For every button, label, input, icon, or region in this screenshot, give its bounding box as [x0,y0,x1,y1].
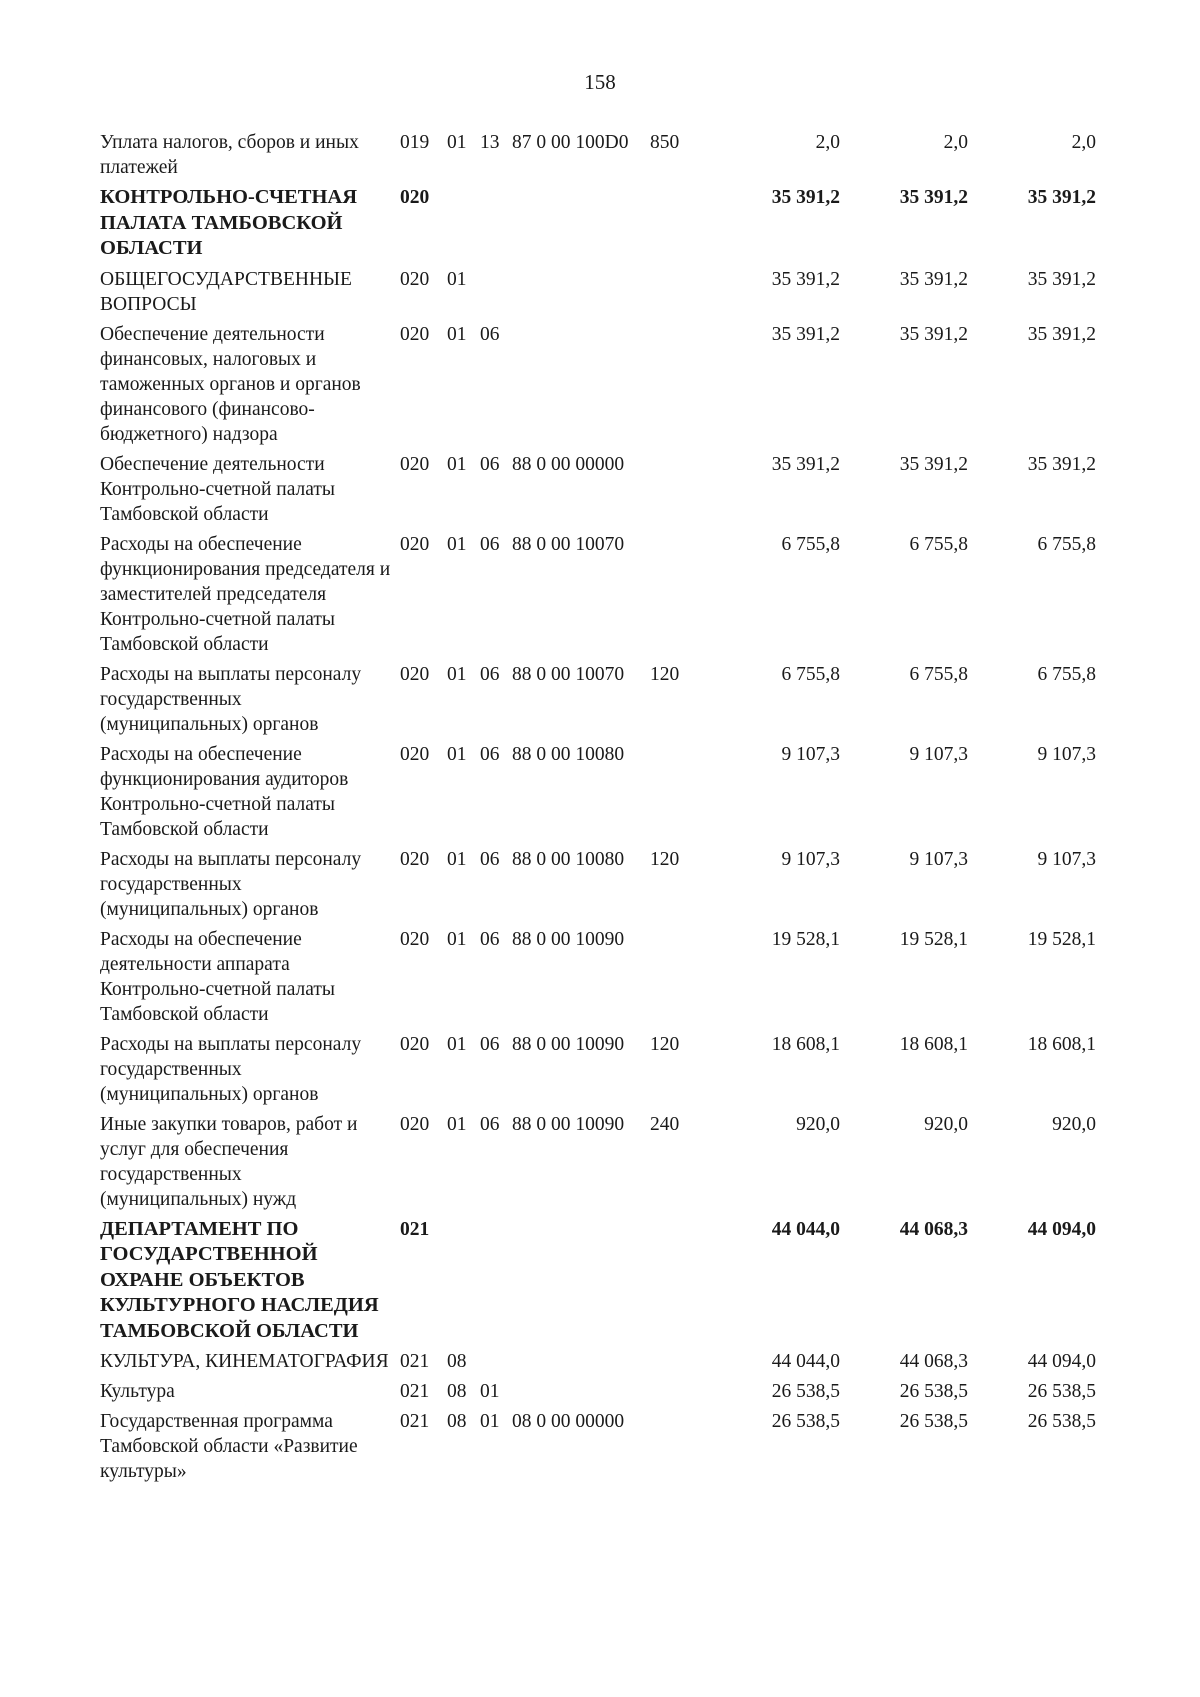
amount-year-3: 44 094,0 [1027,1218,1096,1240]
grbs-code: 020 [400,323,430,345]
amount-year-3: 18 608,1 [1027,1033,1096,1055]
budget-table [100,130,1180,1489]
amount-year-1: 6 755,8 [781,533,840,555]
amount-year-3: 2,0 [1071,132,1096,153]
row-name: Иные закупки товаров, работ и услуг для обеспечения государственных (муниципальных) нужд [100,1113,358,1210]
amount-year-3: 9 107,3 [1037,743,1096,765]
target-article-code: 88 0 00 10070 [512,663,625,685]
amount-year-3: 44 094,0 [1027,1351,1096,1372]
target-article-code: 88 0 00 10090 [512,928,625,950]
grbs-code: 020 [400,533,430,555]
amount-year-1: 2,0 [815,132,840,153]
expense-type-code: 120 [650,663,680,685]
subsection-code: 01 [480,1381,500,1402]
grbs-code: 021 [400,1351,430,1372]
subsection-code: 06 [480,928,500,950]
row-name: ОБЩЕГОСУДАРСТВЕННЫЕ ВОПРОСЫ [100,268,352,315]
grbs-code: 020 [400,663,430,685]
grbs-code: 020 [400,1033,430,1055]
row-name: Расходы на выплаты персоналу государственных (муниципальных) органов [100,848,362,920]
section-code: 01 [447,323,467,345]
subsection-code: 06 [480,533,500,555]
amount-year-3: 35 391,2 [1027,323,1096,345]
amount-year-2: 18 608,1 [899,1033,968,1055]
section-code: 01 [447,928,467,950]
row-name: Расходы на обеспечение функционирования аудиторов Контрольно-счетной палаты Тамбовской области [100,743,349,840]
table-row [100,1032,1180,1107]
grbs-code: 021 [400,1381,430,1402]
amount-year-3: 9 107,3 [1037,848,1096,870]
table-row [100,452,1180,527]
grbs-code: 020 [400,187,430,208]
amount-year-2: 9 107,3 [909,848,968,870]
row-name: ДЕПАРТАМЕНТ ПО ГОСУДАРСТВЕННОЙ ОХРАНЕ ОБЪЕКТОВ КУЛЬТУРНОГО НАСЛЕДИЯ ТАМБОВСКОЙ ОБЛАСТИ [100,1217,379,1342]
subsection-code: 06 [480,1033,500,1055]
table-row [100,1349,1180,1374]
amount-year-1: 35 391,2 [771,323,840,345]
target-article-code: 88 0 00 00000 [512,453,625,475]
target-article-code: 88 0 00 10070 [512,533,625,555]
target-article-code: 88 0 00 10090 [512,1113,625,1135]
grbs-code: 020 [400,928,430,950]
amount-year-1: 6 755,8 [781,663,840,685]
table-row-header [100,1217,1180,1345]
row-name: Расходы на обеспечение функционирования председателя и заместителей председателя Контрольно-счетной палаты Тамбовской области [100,533,391,655]
target-article-code: 08 0 00 00000 [512,1411,625,1432]
amount-year-2: 6 755,8 [909,663,968,685]
subsection-code: 06 [480,453,500,475]
section-code: 01 [447,848,467,870]
table-row [100,742,1180,842]
amount-year-1: 44 044,0 [771,1218,840,1240]
row-name: Обеспечение деятельности Контрольно-счетной палаты Тамбовской области [100,453,336,525]
row-name: Расходы на выплаты персоналу государственных (муниципальных) органов [100,663,362,735]
section-code: 01 [447,453,467,475]
amount-year-2: 44 068,3 [899,1218,968,1240]
section-code: 01 [447,1033,467,1055]
amount-year-2: 35 391,2 [899,453,968,475]
section-code: 08 [447,1411,467,1432]
amount-year-2: 6 755,8 [909,533,968,555]
grbs-code: 020 [400,848,430,870]
amount-year-2: 9 107,3 [909,743,968,765]
grbs-code: 020 [400,268,430,290]
grbs-code: 020 [400,453,430,475]
amount-year-3: 35 391,2 [1027,268,1096,290]
subsection-code: 06 [480,663,500,685]
section-code: 01 [447,1113,467,1135]
table-row [100,927,1180,1027]
amount-year-3: 35 391,2 [1027,187,1096,208]
table-row [100,1379,1180,1404]
subsection-code: 01 [480,1411,500,1432]
subsection-code: 13 [480,132,500,153]
grbs-code: 021 [400,1411,430,1432]
amount-year-2: 26 538,5 [899,1381,968,1402]
target-article-code: 88 0 00 10080 [512,743,625,765]
amount-year-3: 35 391,2 [1027,453,1096,475]
table-row [100,267,1180,317]
expense-type-code: 240 [650,1113,680,1135]
amount-year-3: 26 538,5 [1027,1411,1096,1432]
row-name: Расходы на выплаты персоналу государственных (муниципальных) органов [100,1033,362,1105]
amount-year-2: 35 391,2 [899,187,968,208]
amount-year-3: 26 538,5 [1027,1381,1096,1402]
table-row [100,847,1180,922]
subsection-code: 06 [480,1113,500,1135]
row-name: КОНТРОЛЬНО-СЧЕТНАЯ ПАЛАТА ТАМБОВСКОЙ ОБЛАСТИ [100,186,358,259]
target-article-code: 88 0 00 10090 [512,1033,625,1055]
section-code: 08 [447,1351,467,1372]
table-row-header [100,185,1180,262]
section-code: 01 [447,533,467,555]
amount-year-3: 6 755,8 [1037,533,1096,555]
section-code: 01 [447,132,467,153]
table-row [100,662,1180,737]
page-number: 158 [584,70,616,94]
amount-year-2: 2,0 [943,132,968,153]
grbs-code: 020 [400,1113,430,1135]
grbs-code: 021 [400,1218,430,1240]
section-code: 08 [447,1381,467,1402]
row-name: Расходы на обеспечение деятельности аппарата Контрольно-счетной палаты Тамбовской области [100,928,336,1025]
amount-year-2: 26 538,5 [899,1411,968,1432]
grbs-code: 019 [400,132,430,153]
expense-type-code: 120 [650,1033,680,1055]
table-row [100,1112,1180,1212]
target-article-code: 88 0 00 10080 [512,848,625,870]
amount-year-2: 35 391,2 [899,268,968,290]
grbs-code: 020 [400,743,430,765]
target-article-code: 87 0 00 100D0 [512,132,629,153]
subsection-code: 06 [480,848,500,870]
amount-year-3: 19 528,1 [1027,928,1096,950]
amount-year-2: 44 068,3 [899,1351,968,1372]
row-name: Государственная программа Тамбовской области «Развитие культуры» [100,1411,358,1482]
amount-year-1: 26 538,5 [771,1411,840,1432]
table-row [100,1409,1180,1484]
row-name: Уплата налогов, сборов и иных платежей [100,132,359,178]
row-name: Культура [100,1381,175,1402]
amount-year-2: 19 528,1 [899,928,968,950]
section-code: 01 [447,268,467,290]
row-name: КУЛЬТУРА, КИНЕМАТОГРАФИЯ [100,1351,389,1372]
row-name: Обеспечение деятельности финансовых, налоговых и таможенных органов и органов финансового (финансово-бюджетного) надзора [100,323,361,445]
amount-year-1: 26 538,5 [771,1381,840,1402]
subsection-code: 06 [480,323,500,345]
amount-year-1: 35 391,2 [771,187,840,208]
expense-type-code: 850 [650,132,680,153]
amount-year-2: 920,0 [924,1113,968,1135]
table-row [100,130,1180,180]
amount-year-1: 35 391,2 [771,268,840,290]
amount-year-1: 9 107,3 [781,743,840,765]
amount-year-1: 35 391,2 [771,453,840,475]
section-code: 01 [447,743,467,765]
expense-type-code: 120 [650,848,680,870]
section-code: 01 [447,663,467,685]
amount-year-3: 920,0 [1052,1113,1096,1135]
table-row [100,322,1180,447]
amount-year-1: 9 107,3 [781,848,840,870]
amount-year-1: 920,0 [796,1113,840,1135]
amount-year-2: 35 391,2 [899,323,968,345]
amount-year-3: 6 755,8 [1037,663,1096,685]
amount-year-1: 44 044,0 [771,1351,840,1372]
amount-year-1: 18 608,1 [771,1033,840,1055]
table-row [100,532,1180,657]
subsection-code: 06 [480,743,500,765]
amount-year-1: 19 528,1 [771,928,840,950]
